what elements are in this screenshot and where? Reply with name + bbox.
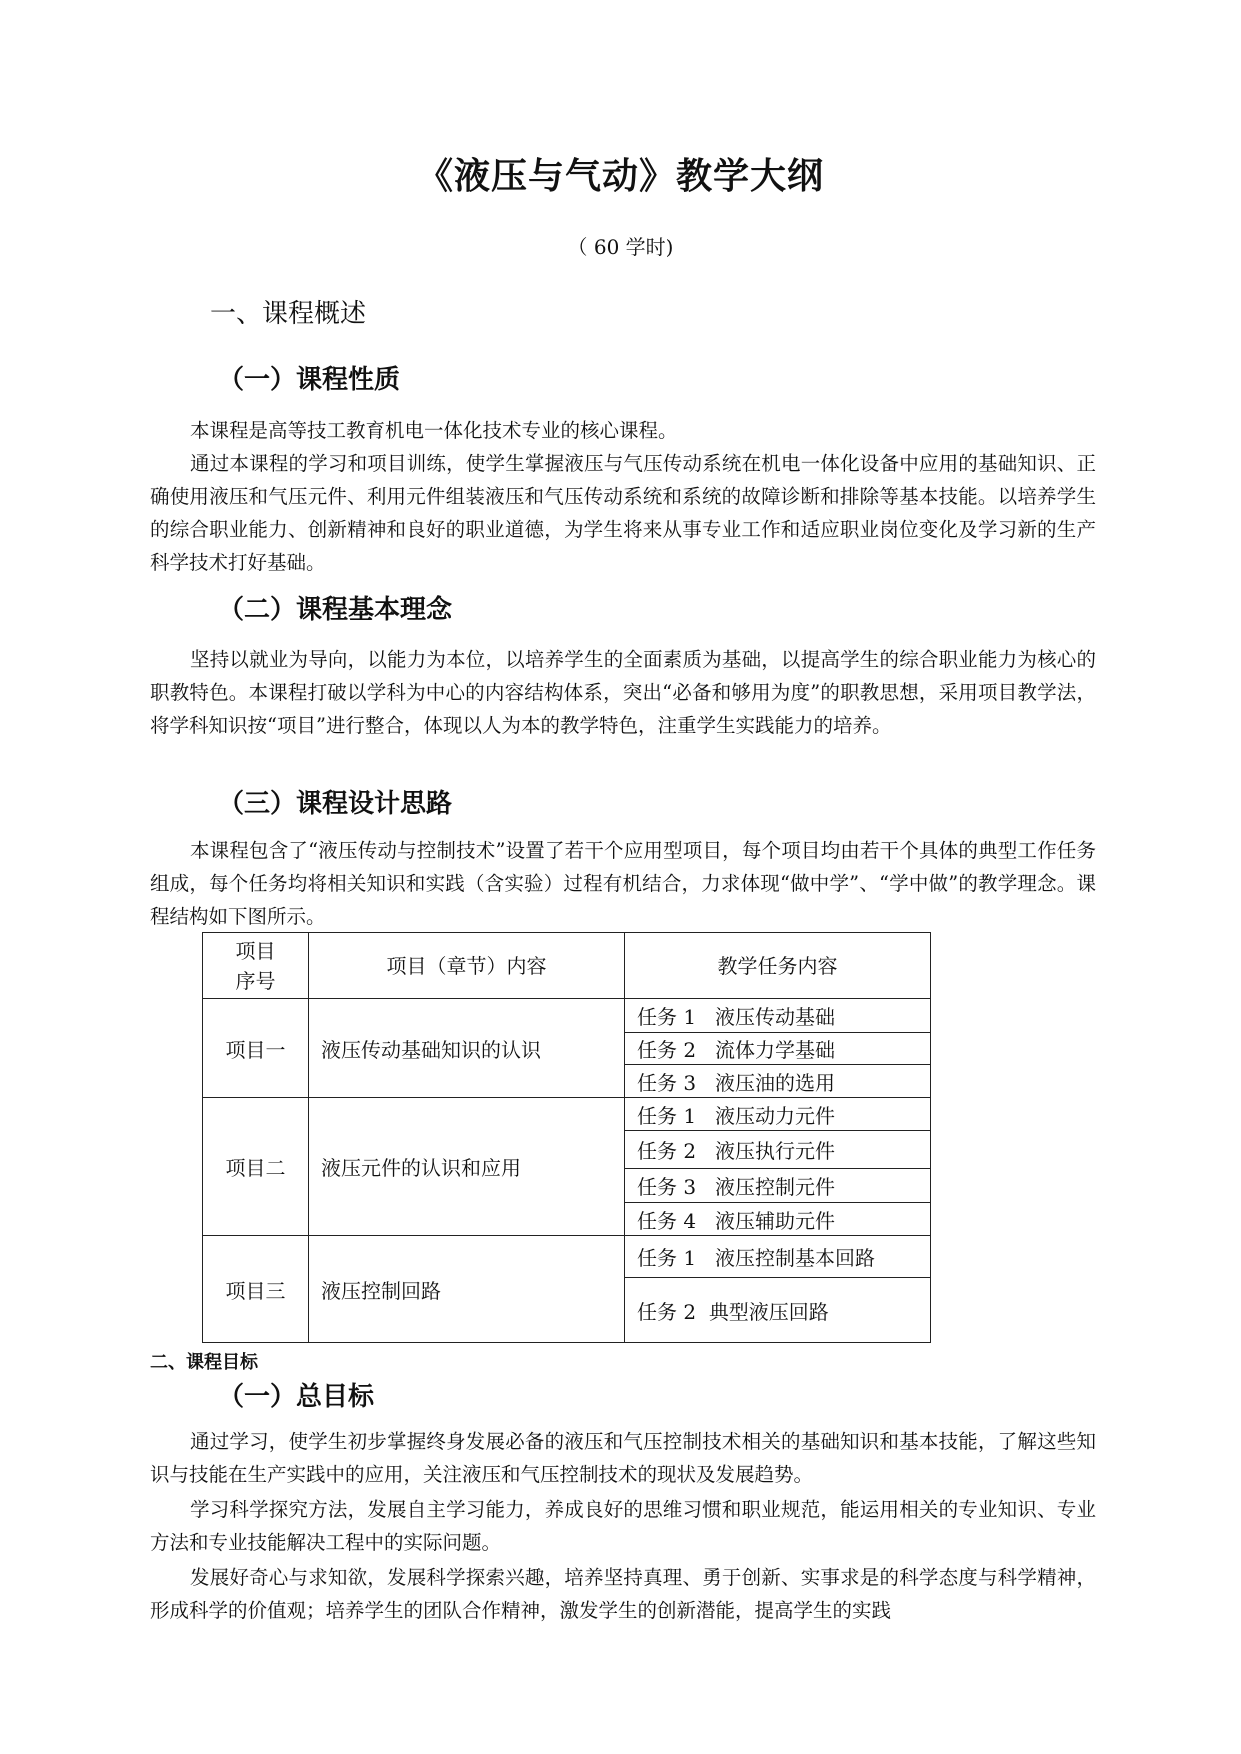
task-cell: 任务 1 液压动力元件 — [625, 1098, 931, 1131]
subsection-heading-design: （三）课程设计思路 — [218, 789, 453, 819]
section-heading-goals: 二、课程目标 — [150, 1352, 258, 1373]
subsection-heading-overall-goal: （一）总目标 — [218, 1382, 375, 1412]
task-cell: 任务 3 液压控制元件 — [625, 1169, 931, 1203]
course-structure-table — [202, 932, 931, 1343]
header-project-content: 项目（章节）内容 — [309, 933, 625, 999]
project-content: 液压元件的认识和应用 — [309, 1098, 625, 1236]
project-content: 液压传动基础知识的认识 — [309, 999, 625, 1098]
task-cell: 任务 2 典型液压回路 — [625, 1278, 931, 1343]
task-cell: 任务 2 液压执行元件 — [625, 1131, 931, 1169]
header-task-content: 教学任务内容 — [625, 933, 931, 999]
course-hours: （ 60 学时) — [567, 235, 674, 259]
project-id: 项目二 — [203, 1098, 309, 1236]
project-content: 液压控制回路 — [309, 1236, 625, 1343]
table-row — [203, 1098, 931, 1131]
paragraph: 本课程包含了“液压传动与控制技术”设置了若干个应用型项目，每个项目均由若干个具体的典型工作任务组成，每个任务均将相关知识和实践（含实验）过程有机结合，力求体现“做中学”、“学中做”的教学理念。课程结构如下图所示。 — [150, 839, 1096, 928]
paragraph: 通过学习，使学生初步掌握终身发展必备的液压和气压控制技术相关的基础知识和基本技能，了解这些知识与技能在生产实践中的应用，关注液压和气压控制技术的现状及发展趋势。 — [150, 1430, 1096, 1486]
project-id: 项目一 — [203, 999, 309, 1098]
section-heading-overview: 一、课程概述 — [210, 299, 367, 329]
paragraph: 坚持以就业为导向，以能力为本位，以培养学生的全面素质为基础，以提高学生的综合职业能力为核心的职教特色。本课程打破以学科为中心的内容结构体系，突出“必备和够用为度”的职教思想，采用项目教学法，将学科知识按“项目”进行整合，体现以人为本的教学特色，注重学生实践能力的培养。 — [150, 648, 1096, 737]
task-cell: 任务 4 液压辅助元件 — [625, 1203, 931, 1236]
paragraph: 通过本课程的学习和项目训练，使学生掌握液压与气压传动系统在机电一体化设备中应用的基础知识、正确使用液压和气压元件、利用元件组装液压和气压传动系统和系统的故障诊断和排除等基本技能。以培养学生的综合职业能力、创新精神和良好的职业道德，为学生将来从事专业工作和适应职业岗位变化及学习新的生产科学技术打好基础。 — [150, 452, 1096, 574]
subsection-heading-nature: （一）课程性质 — [218, 365, 401, 395]
task-cell: 任务 3 液压油的选用 — [625, 1065, 931, 1098]
task-cell: 任务 2 流体力学基础 — [625, 1033, 931, 1065]
paragraph: 本课程是高等技工教育机电一体化技术专业的核心课程。 — [190, 419, 678, 442]
task-cell: 任务 1 液压传动基础 — [625, 999, 931, 1033]
task-cell: 任务 1 液压控制基本回路 — [625, 1236, 931, 1278]
header-project-number: 项目 序号 — [203, 933, 309, 999]
document-title: 《液压与气动》教学大纲 — [416, 156, 824, 197]
paragraph: 学习科学探究方法，发展自主学习能力，养成良好的思维习惯和职业规范，能运用相关的专业知识、专业方法和专业技能解决工程中的实际问题。 — [150, 1498, 1096, 1554]
table-header-row — [203, 933, 931, 999]
project-id: 项目三 — [203, 1236, 309, 1343]
subsection-heading-philosophy: （二）课程基本理念 — [218, 595, 453, 625]
table-row — [203, 1236, 931, 1278]
paragraph: 发展好奇心与求知欲，发展科学探索兴趣，培养坚持真理、勇于创新、实事求是的科学态度与科学精神，形成科学的价值观；培养学生的团队合作精神，激发学生的创新潜能，提高学生的实践 — [150, 1566, 1096, 1622]
table-row — [203, 999, 931, 1033]
